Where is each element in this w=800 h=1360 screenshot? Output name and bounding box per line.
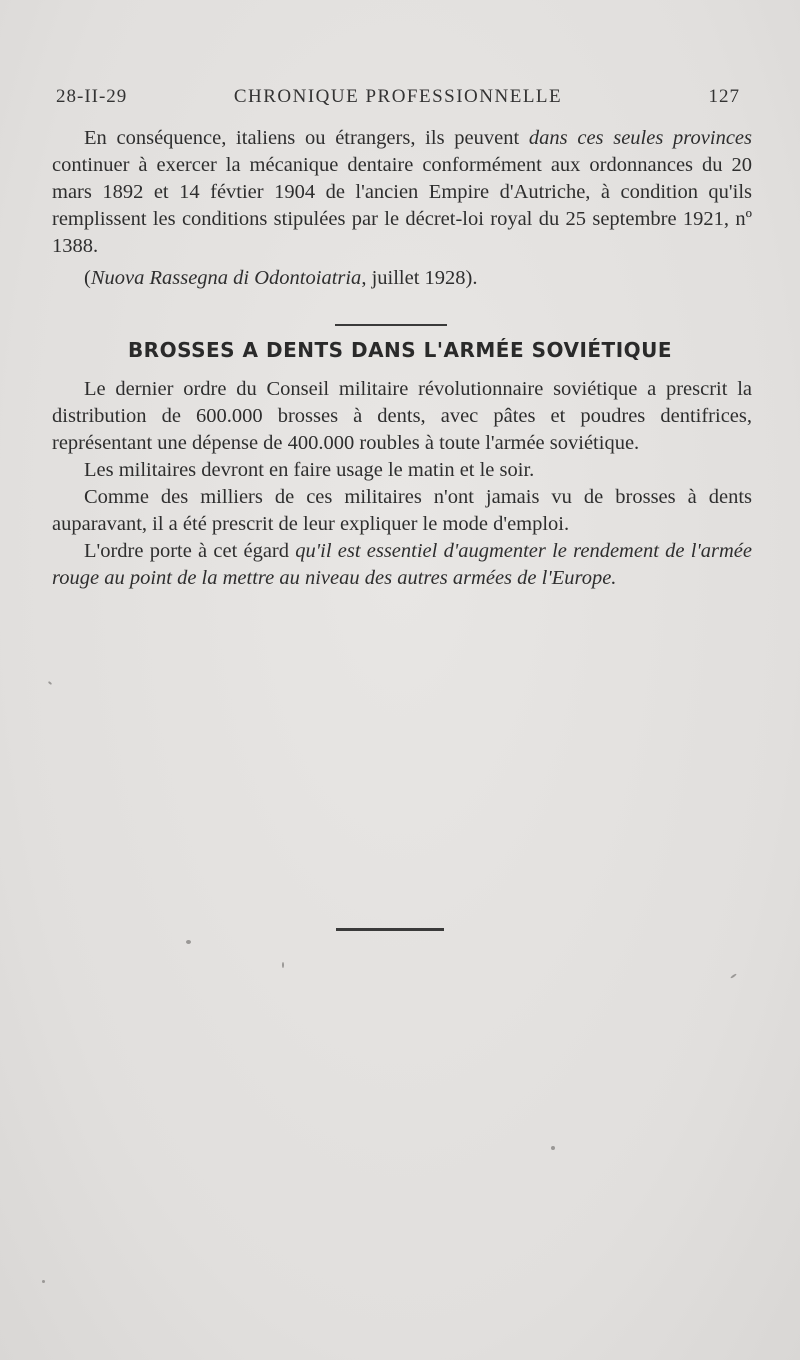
page-header [56,86,740,116]
italic-phrase: dans ces seules provinces [528,127,752,149]
section-divider [335,324,447,326]
article-2-body [52,376,752,592]
article-1-paragraph [52,125,752,260]
source-journal: Nuova Rassegna di Odontoiatria [90,267,362,289]
article-1-body [52,125,752,260]
article-1-source [84,267,477,290]
source-paren: ( [84,267,91,289]
paper-speck [42,1280,45,1283]
article-2-paragraph: Comme des milliers de ces militaires n'ont jamais vu de brosses à dents auparavant, il a été prescrit de leur expliquer le mode d'emploi. [52,486,752,535]
article-2-paragraph: Les militaires devront en faire usage le matin et le soir. [84,459,535,481]
source-date: , juillet 1928). [361,267,478,289]
italic-quote: qu'il est essentiel d'augmenter le rendement de l'armée rouge au point de la mettre au niveau des autres armées de l'Europe. [52,540,752,589]
running-title: CHRONIQUE PROFESSIONNELLE [233,86,563,107]
paragraph-text: L'ordre porte à cet égard [84,540,296,562]
paper-speck [730,973,737,979]
paper-speck [186,940,191,944]
section-title: BROSSES A DENTS DANS L'ARMÉE SOVIÉTIQUE [127,338,673,362]
article-2-paragraph-last [52,538,752,592]
paper-speck [48,681,52,685]
header-date: 28-II-29 [56,86,128,107]
paragraph-text: En conséquence, italiens ou étrangers, ils peuvent [84,127,529,149]
paragraph-text: continuer à exercer la mécanique dentaire conformément aux ordonnances du 20 mars 1892 et 14 févtier 1904 de l'ancien Empire d'Autriche, à condition qu'ils remplissent les conditions stipulées par le décret-loi royal du 25 septembre 1921, nº 1388. [52,154,752,257]
article-2-paragraph: Le dernier ordre du Conseil militaire révolutionnaire soviétique a prescrit la distribution de 600.000 brosses à dents, avec pâtes et poudres dentifrices, représentant une dépense de 400.000 roubles à toute l'armée soviétique. [52,378,752,454]
paper-speck [551,1146,555,1150]
end-divider [336,928,444,931]
page-number: 127 [708,86,740,107]
paper-speck [282,962,284,968]
